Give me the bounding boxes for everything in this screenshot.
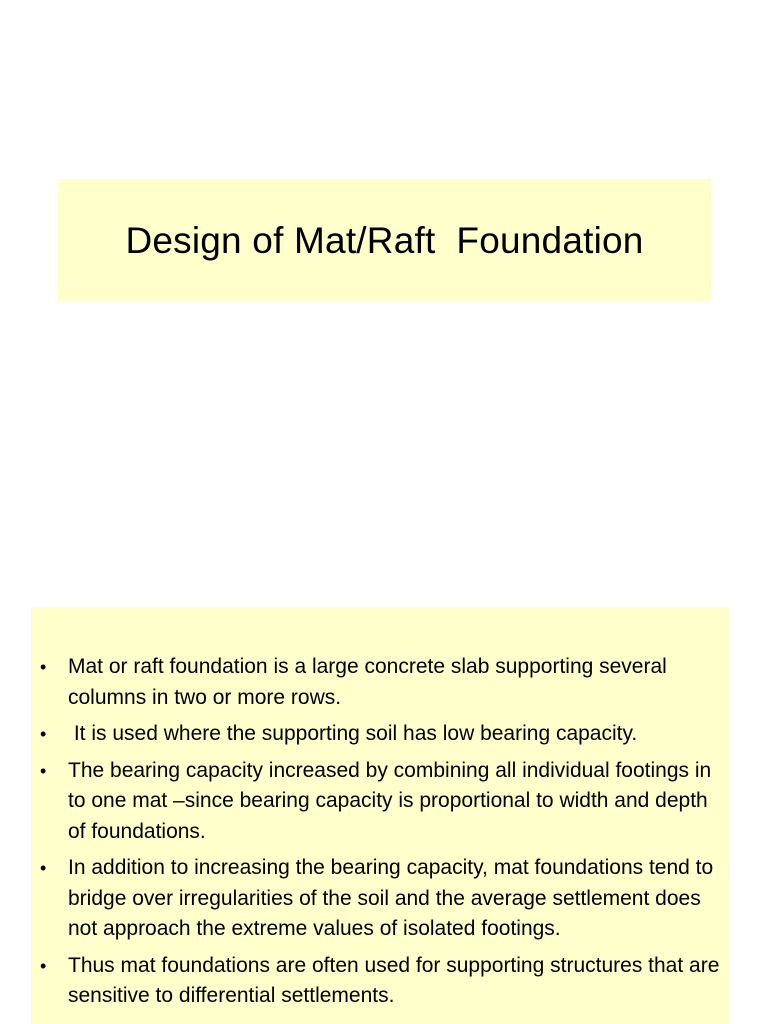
bullet-point-icon: • bbox=[40, 955, 47, 976]
bullet-text: Thus mat foundations are often used for supporting structures that are sensitive to differential settlements. bbox=[68, 953, 726, 1007]
bullet-point-icon: • bbox=[40, 858, 47, 878]
bullet-text: Mat or raft foundation is a large concrete slab supporting several columns in two or more rows. bbox=[68, 655, 673, 709]
bullet-point-icon: • bbox=[40, 760, 47, 781]
bullet-item bbox=[31, 652, 730, 713]
bullet-item bbox=[31, 719, 730, 750]
bullet-list bbox=[31, 652, 730, 1018]
title-box bbox=[58, 179, 711, 302]
bullet-item bbox=[31, 853, 730, 945]
bullet-item bbox=[31, 951, 730, 1012]
slide-title: Design of Mat/Raft Foundation bbox=[125, 219, 644, 261]
bullet-text: In addition to increasing the bearing capacity, mat foundations tend to bridge over irregularities of the soil and the average settlement does not approach the extreme values of isolated footings. bbox=[68, 856, 720, 940]
bullet-point-icon: • bbox=[40, 724, 47, 744]
bullet-item bbox=[31, 756, 730, 848]
bullet-text: The bearing capacity increased by combining all individual footings in to one mat –since bearing capacity is proportional to width and depth of foundations. bbox=[68, 758, 718, 843]
bullet-text: It is used where the supporting soil has low bearing capacity. bbox=[68, 722, 638, 745]
content-box bbox=[31, 607, 730, 1024]
bullet-point-icon: • bbox=[40, 657, 47, 677]
